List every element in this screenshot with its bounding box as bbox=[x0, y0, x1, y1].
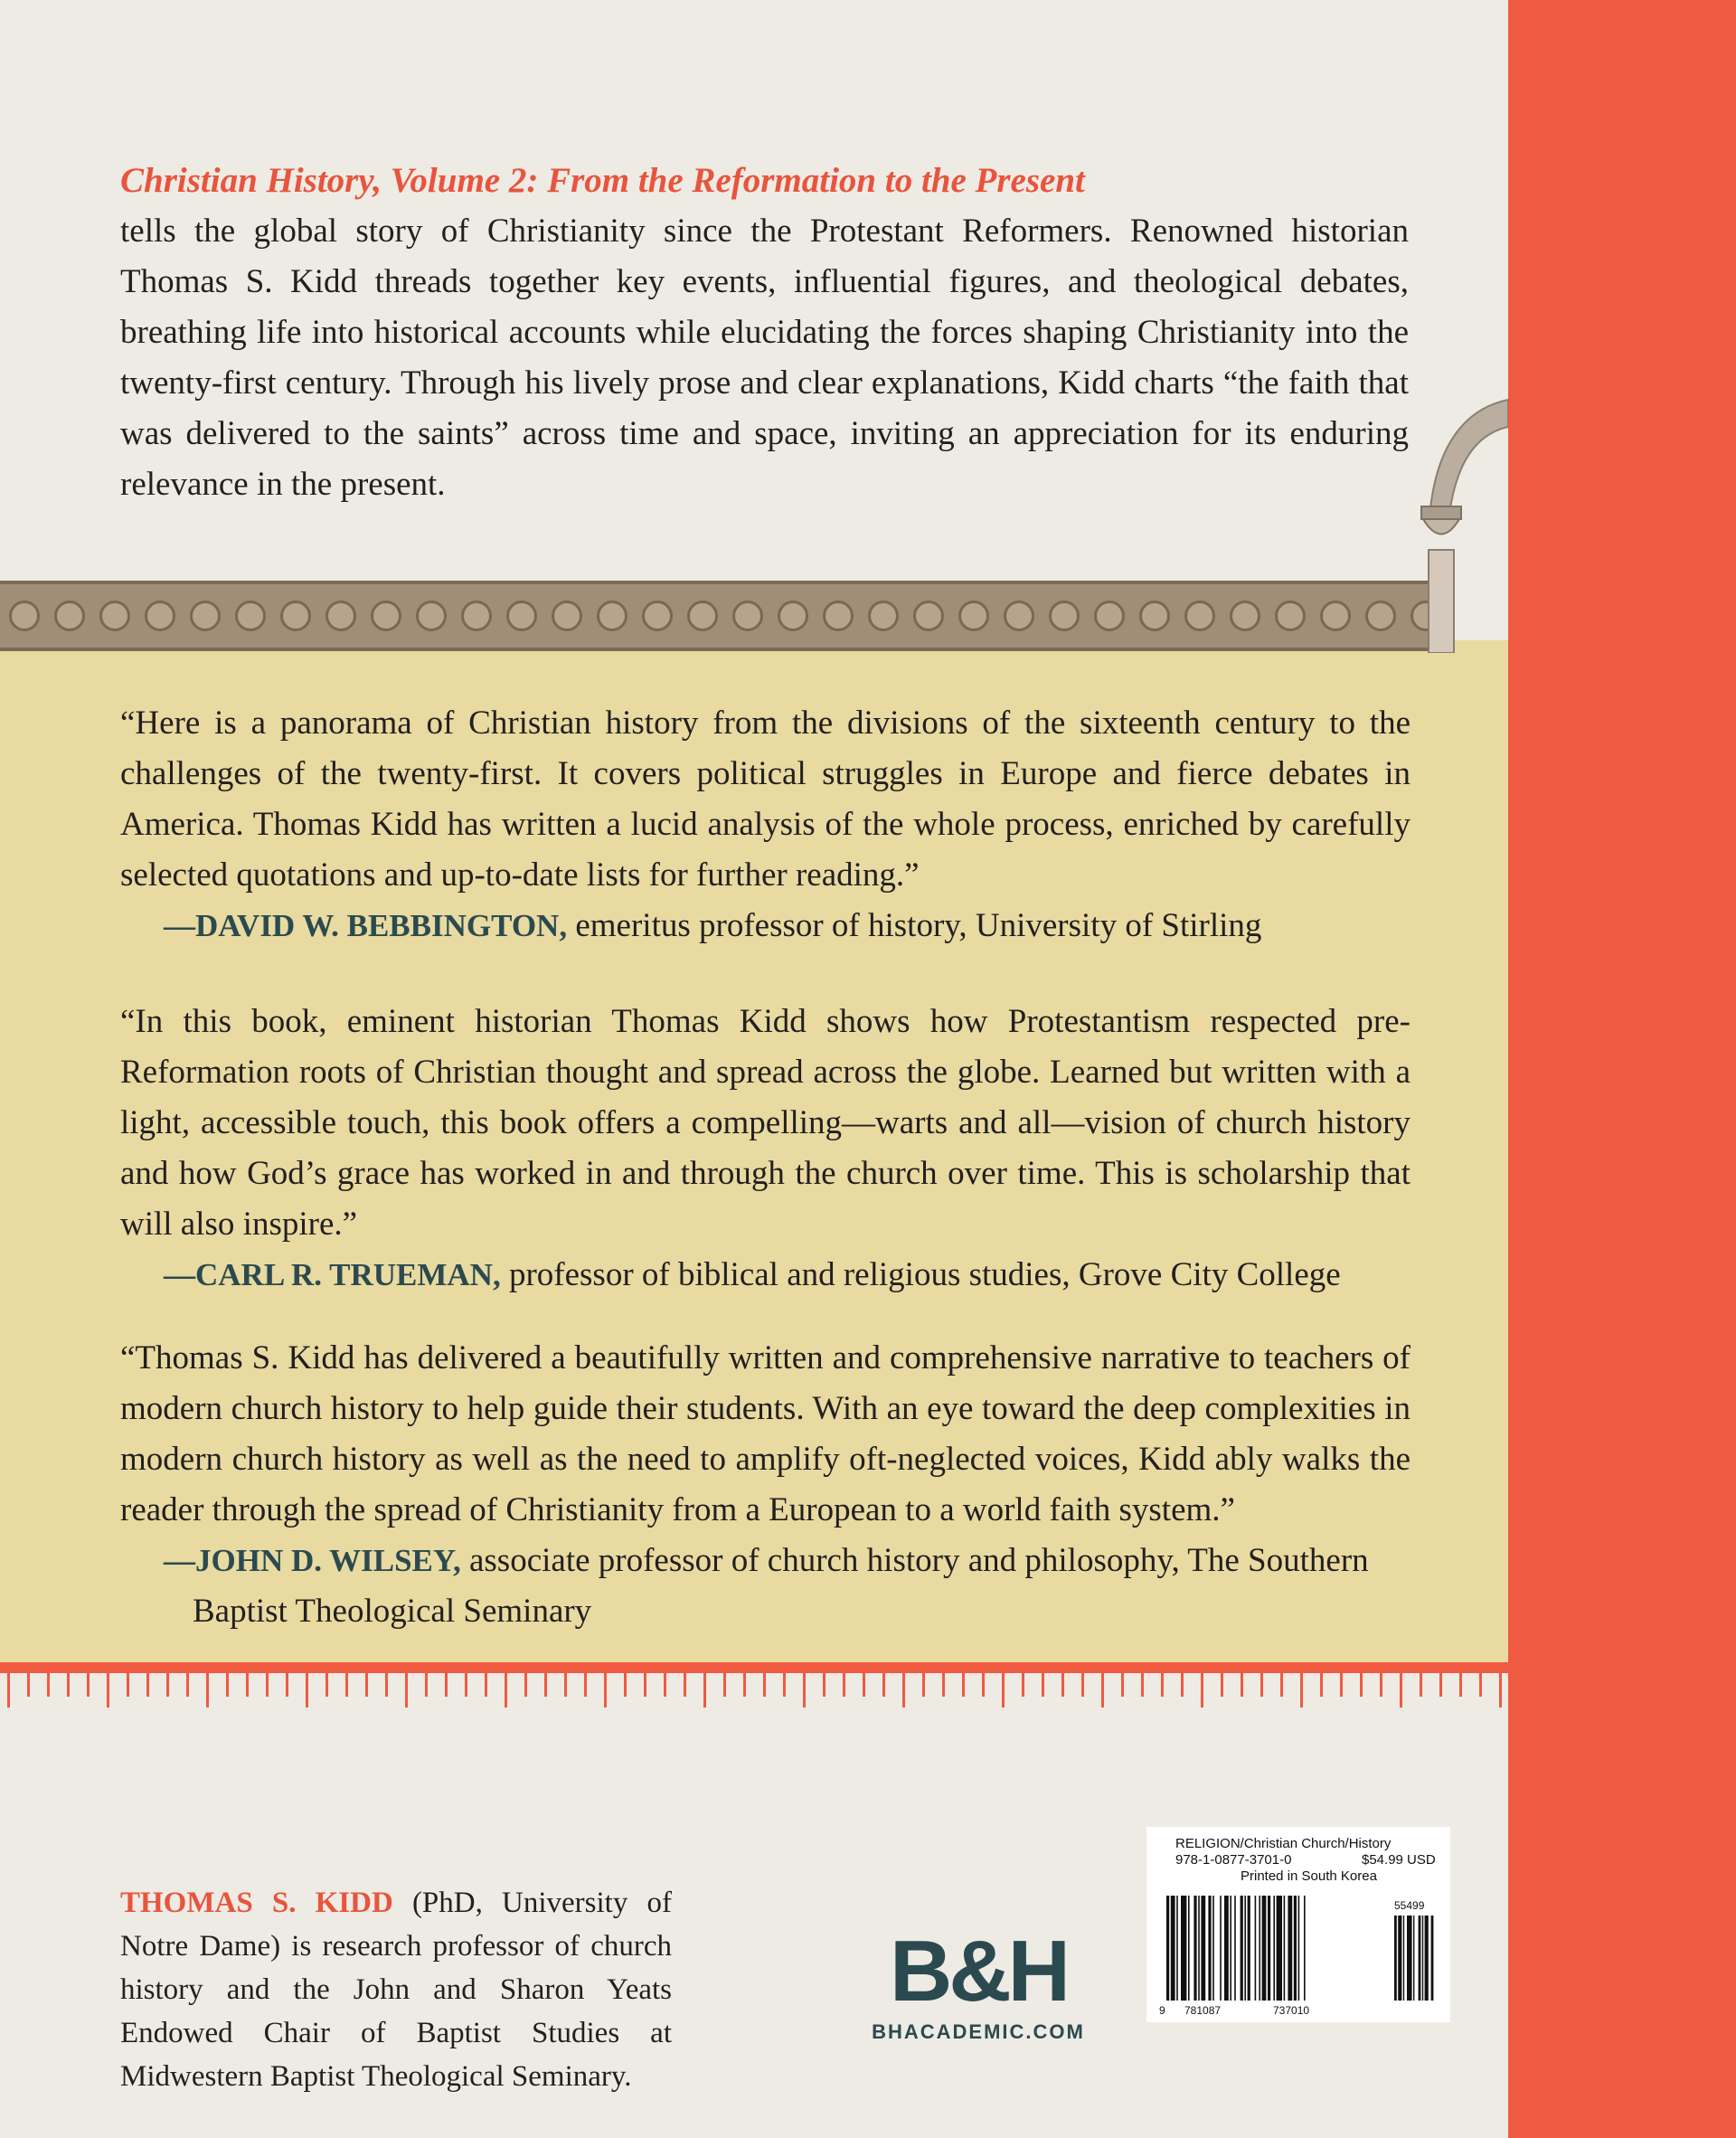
rosette-ornament bbox=[416, 601, 447, 631]
intro-body: tells the global story of Christianity since the Protestant Reformers. Renowned historian Thomas S. Kidd threads together key events, influential figures, and theological debates, breathing life into historical accounts while elucidating the forces shaping Christianity into the twenty-first century. Through his lively prose and clear explanations, Kidd charts “the faith that was delivered to the saints” across time and space, inviting an appreciation for its enduring relevance in the present. bbox=[120, 213, 1409, 503]
barcode-bar bbox=[1298, 1896, 1300, 2001]
ruler-tick bbox=[1280, 1671, 1283, 1697]
barcode-addon-bar bbox=[1413, 1916, 1414, 2001]
rosette-ornament bbox=[54, 601, 85, 631]
barcode-addon-bar bbox=[1419, 1916, 1421, 2001]
ruler-tick bbox=[1479, 1671, 1482, 1697]
ruler-tick bbox=[226, 1671, 229, 1697]
barcode-addon-bar bbox=[1394, 1916, 1397, 2001]
ruler-tick bbox=[823, 1671, 826, 1697]
barcode-digits-right: 737010 bbox=[1273, 2004, 1310, 2017]
ruler-tick bbox=[1400, 1671, 1402, 1708]
rosette-ornament bbox=[461, 601, 492, 631]
ruler-tick bbox=[1061, 1671, 1064, 1697]
barcode-category: RELIGION/Christian Church/History bbox=[1175, 1836, 1392, 1851]
ruler-tick bbox=[1022, 1671, 1024, 1697]
blurb-author-role: professor of biblical and religious studies, Grove City College bbox=[508, 1256, 1341, 1293]
ruler-tick bbox=[843, 1671, 845, 1697]
ruler-tick bbox=[863, 1671, 865, 1697]
barcode-bar bbox=[1244, 1896, 1246, 2001]
ruler-tick bbox=[27, 1671, 30, 1697]
barcode-bar bbox=[1255, 1896, 1257, 2001]
barcode-price: $54.99 USD bbox=[1362, 1852, 1436, 1868]
ruler-tick bbox=[385, 1671, 388, 1697]
rosette-ornament bbox=[190, 601, 221, 631]
spine-strip bbox=[1508, 0, 1736, 2138]
ruler-tick bbox=[644, 1671, 646, 1697]
ruler-tick bbox=[1221, 1671, 1223, 1697]
ruler-tick bbox=[723, 1671, 726, 1697]
ruler-tick bbox=[485, 1671, 487, 1697]
rosette-ornament bbox=[326, 601, 356, 631]
barcode-bar bbox=[1262, 1896, 1267, 2001]
blurb-attribution bbox=[120, 1250, 1410, 1301]
bio-text: (PhD, University of Notre Dame) is research professor of church history and the John and Sharon Yeats Endowed Chair of Baptist Studies at Midwestern Baptist Theological Seminary. bbox=[120, 1887, 672, 2093]
barcode-bar bbox=[1259, 1896, 1260, 2001]
ruler-tick bbox=[982, 1671, 985, 1697]
rosette-ornament bbox=[913, 601, 944, 631]
rosette-ornament bbox=[280, 601, 311, 631]
rosette-ornament bbox=[1320, 601, 1351, 631]
ruler-tick bbox=[306, 1671, 308, 1708]
ruler-tick bbox=[186, 1671, 189, 1697]
ruler-tick bbox=[505, 1671, 507, 1708]
ruler-tick bbox=[87, 1671, 90, 1697]
blurb-author-role: emeritus professor of history, University of Stirling bbox=[575, 907, 1262, 944]
ruler-tick bbox=[584, 1671, 587, 1697]
rosette-ornament bbox=[778, 601, 808, 631]
ruler-tick bbox=[1320, 1671, 1323, 1697]
ruler-tick bbox=[47, 1671, 50, 1697]
author-bio bbox=[120, 1881, 672, 2098]
ruler-tick bbox=[425, 1671, 428, 1697]
arch-column-illustration bbox=[1410, 391, 1508, 653]
barcode-bar bbox=[1304, 1896, 1306, 2001]
ruler-tick bbox=[1360, 1671, 1363, 1697]
ruler-tick bbox=[564, 1671, 567, 1697]
blurb-author: —DAVID W. BEBBINGTON, bbox=[164, 908, 568, 943]
barcode-bar bbox=[1171, 1896, 1175, 2001]
rosette-ornament bbox=[1275, 601, 1306, 631]
blurb-2 bbox=[120, 997, 1410, 1301]
blurb-quote: “Here is a panorama of Christian history from the divisions of the sixteenth century to the challenges of the twenty-first. It covers political struggles in Europe and fierce debates in America. Thomas Kidd has written a lucid analysis of the whole process, enriched by carefully selected quotations and up-to-date lists for further reading.” bbox=[120, 705, 1410, 894]
barcode-bar bbox=[1181, 1896, 1186, 2001]
ruler-tick bbox=[107, 1671, 109, 1708]
blurb-author: —JOHN D. WILSEY, bbox=[164, 1543, 461, 1578]
barcode-addon-bar bbox=[1422, 1916, 1423, 2001]
barcode-bar bbox=[1234, 1896, 1236, 2001]
blurb-1 bbox=[120, 698, 1410, 951]
rosette-ornament bbox=[1004, 601, 1034, 631]
ruler-tick bbox=[1380, 1671, 1382, 1697]
rosette-ornament bbox=[145, 601, 175, 631]
barcode-bar bbox=[1166, 1896, 1169, 2001]
ruler-tick bbox=[1181, 1671, 1184, 1697]
ruler-tick bbox=[624, 1671, 627, 1697]
publisher-website[interactable]: BHACADEMIC.COM bbox=[872, 2020, 1085, 2043]
rosette-ornament bbox=[823, 601, 854, 631]
ruler-tick bbox=[544, 1671, 547, 1697]
blurb-author-role-continued: Baptist Theological Seminary bbox=[193, 1593, 592, 1630]
ruler-tick bbox=[465, 1671, 467, 1697]
ruler-tick bbox=[1121, 1671, 1124, 1697]
ruler-tick bbox=[783, 1671, 786, 1697]
barcode-bar bbox=[1288, 1896, 1292, 2001]
ruler-tick bbox=[146, 1671, 149, 1697]
ruler-tick bbox=[604, 1671, 607, 1708]
barcode-bar bbox=[1208, 1896, 1211, 2001]
barcode-bar bbox=[1241, 1896, 1243, 2001]
barcode-isbn: 978-1-0877-3701-0 bbox=[1175, 1852, 1292, 1868]
blurb-quote: “In this book, eminent historian Thomas Kidd shows how Protestantism respected pre-Reformation roots of Christian thought and spread across the globe. Learned but written with a light, accessible touch, this book offers a compelling—warts and all—vision of church history and how God’s grace has worked in and through the church over time. This is scholarship that will also inspire.” bbox=[120, 1003, 1410, 1243]
ruler-tick bbox=[1141, 1671, 1144, 1697]
barcode-printed: Printed in South Korea bbox=[1241, 1868, 1377, 1884]
barcode-bar bbox=[1220, 1896, 1222, 2001]
ruler-tick bbox=[1201, 1671, 1203, 1708]
barcode-label bbox=[1146, 1827, 1450, 2022]
ruler-tick bbox=[1439, 1671, 1442, 1697]
ruler-tick bbox=[763, 1671, 766, 1697]
ruler-tick bbox=[445, 1671, 448, 1697]
ruler-divider bbox=[0, 1662, 1508, 1709]
barcode-bar bbox=[1248, 1896, 1250, 2001]
ruler-tick bbox=[524, 1671, 527, 1697]
rosette-ornament bbox=[687, 601, 718, 631]
ruler-tick bbox=[1002, 1671, 1005, 1708]
ruler-tick bbox=[246, 1671, 249, 1697]
ruler-tick bbox=[1499, 1671, 1502, 1708]
rosette-ornament bbox=[506, 601, 537, 631]
ruler-tick bbox=[1101, 1671, 1104, 1708]
rosette-ornament bbox=[1365, 601, 1396, 631]
rosette-ornament bbox=[552, 601, 582, 631]
barcode-digits-left: 781087 bbox=[1184, 2004, 1222, 2017]
rosette-ornament bbox=[868, 601, 899, 631]
ruler-tick bbox=[1161, 1671, 1164, 1697]
intro-paragraph bbox=[120, 156, 1409, 510]
rosette-ornament bbox=[371, 601, 401, 631]
ruler-tick bbox=[684, 1671, 686, 1697]
barcode-addon: 55499 bbox=[1394, 1899, 1425, 1912]
barcode-addon-bar bbox=[1425, 1916, 1429, 2001]
barcode-bar bbox=[1176, 1896, 1178, 2001]
ruler-tick bbox=[7, 1671, 10, 1708]
rosette-ornament bbox=[642, 601, 673, 631]
barcode-digit-prefix: 9 bbox=[1159, 2004, 1165, 2017]
barcode-bar bbox=[1268, 1896, 1270, 2001]
blurb-attribution bbox=[120, 1536, 1410, 1586]
ruler-tick bbox=[127, 1671, 129, 1697]
rosette-ornament bbox=[1094, 601, 1125, 631]
ruler-tick bbox=[922, 1671, 925, 1697]
ruler-tick bbox=[1420, 1671, 1422, 1697]
rosette-ornament bbox=[99, 601, 130, 631]
rosette-ornament bbox=[235, 601, 266, 631]
ruler-tick bbox=[345, 1671, 348, 1697]
ruler-tick bbox=[166, 1671, 169, 1697]
ruler-tick bbox=[1300, 1671, 1303, 1708]
rosette-ornament bbox=[1230, 601, 1260, 631]
bio-author-name: THOMAS S. KIDD bbox=[120, 1887, 393, 1919]
ruler-tick bbox=[664, 1671, 666, 1697]
barcode-bar bbox=[1284, 1896, 1286, 2001]
barcode-bar bbox=[1224, 1896, 1229, 2001]
barcode-bars bbox=[1166, 1896, 1438, 2004]
ruler-tick bbox=[266, 1671, 269, 1697]
barcode-bar bbox=[1294, 1896, 1297, 2001]
ruler-tick bbox=[286, 1671, 288, 1697]
barcode-bar bbox=[1273, 1896, 1275, 2001]
ruler-tick bbox=[1260, 1671, 1263, 1697]
ruler-tick bbox=[1340, 1671, 1343, 1697]
publisher-logo: B&H bbox=[890, 1923, 1067, 2020]
barcode-addon-bar bbox=[1431, 1916, 1434, 2001]
ruler-tick bbox=[1042, 1671, 1044, 1697]
ruler-tick bbox=[882, 1671, 885, 1697]
ruler-tick bbox=[942, 1671, 945, 1697]
ornamental-border bbox=[0, 581, 1436, 651]
blurb-author-role: associate professor of church history and philosophy, The Southern bbox=[468, 1542, 1369, 1579]
barcode-bar bbox=[1277, 1896, 1282, 2001]
ruler-tick bbox=[803, 1671, 806, 1708]
barcode-bar bbox=[1201, 1896, 1205, 2001]
ruler-tick bbox=[1081, 1671, 1084, 1697]
barcode-bar bbox=[1194, 1896, 1196, 2001]
blurb-author: —CARL R. TRUEMAN, bbox=[164, 1257, 501, 1292]
barcode-addon-bar bbox=[1403, 1916, 1404, 2001]
barcode-bar bbox=[1198, 1896, 1200, 2001]
barcode-bar bbox=[1212, 1896, 1214, 2001]
ruler-tick bbox=[962, 1671, 965, 1697]
ruler-tick bbox=[67, 1671, 70, 1697]
ruler-tick bbox=[1241, 1671, 1243, 1697]
rosette-ornament bbox=[958, 601, 989, 631]
ruler-tick bbox=[743, 1671, 746, 1697]
ruler-tick bbox=[326, 1671, 328, 1697]
rosette-ornament bbox=[1049, 601, 1080, 631]
book-title: Christian History, Volume 2: From the Reformation to the Present bbox=[120, 161, 1085, 200]
ruler-tick bbox=[703, 1671, 706, 1708]
blurb-3 bbox=[120, 1333, 1410, 1637]
rosette-ornament bbox=[732, 601, 763, 631]
barcode-addon-bar bbox=[1407, 1916, 1412, 2001]
blurb-attribution bbox=[120, 901, 1410, 951]
ruler-tick bbox=[405, 1671, 408, 1708]
ruler-tick bbox=[365, 1671, 368, 1697]
barcode-addon-bar bbox=[1398, 1916, 1401, 2001]
rosette-ornament bbox=[597, 601, 627, 631]
rosette-ornament bbox=[1139, 601, 1170, 631]
rosette-ornament bbox=[9, 601, 40, 631]
blurb-quote: “Thomas S. Kidd has delivered a beautifully written and comprehensive narrative to teachers of modern church history to help guide their students. With an eye toward the deep complexities in modern church history as well as the need to amplify oft-neglected voices, Kidd ably walks the reader through the spread of Christianity from a European to a world faith system.” bbox=[120, 1339, 1410, 1528]
rosette-ornament bbox=[1184, 601, 1215, 631]
ruler-tick bbox=[902, 1671, 905, 1708]
barcode-bar bbox=[1230, 1896, 1231, 2001]
publisher-block bbox=[870, 1923, 1087, 2044]
ruler-tick bbox=[206, 1671, 209, 1708]
barcode-bar bbox=[1188, 1896, 1190, 2001]
ruler-tick bbox=[1459, 1671, 1462, 1697]
